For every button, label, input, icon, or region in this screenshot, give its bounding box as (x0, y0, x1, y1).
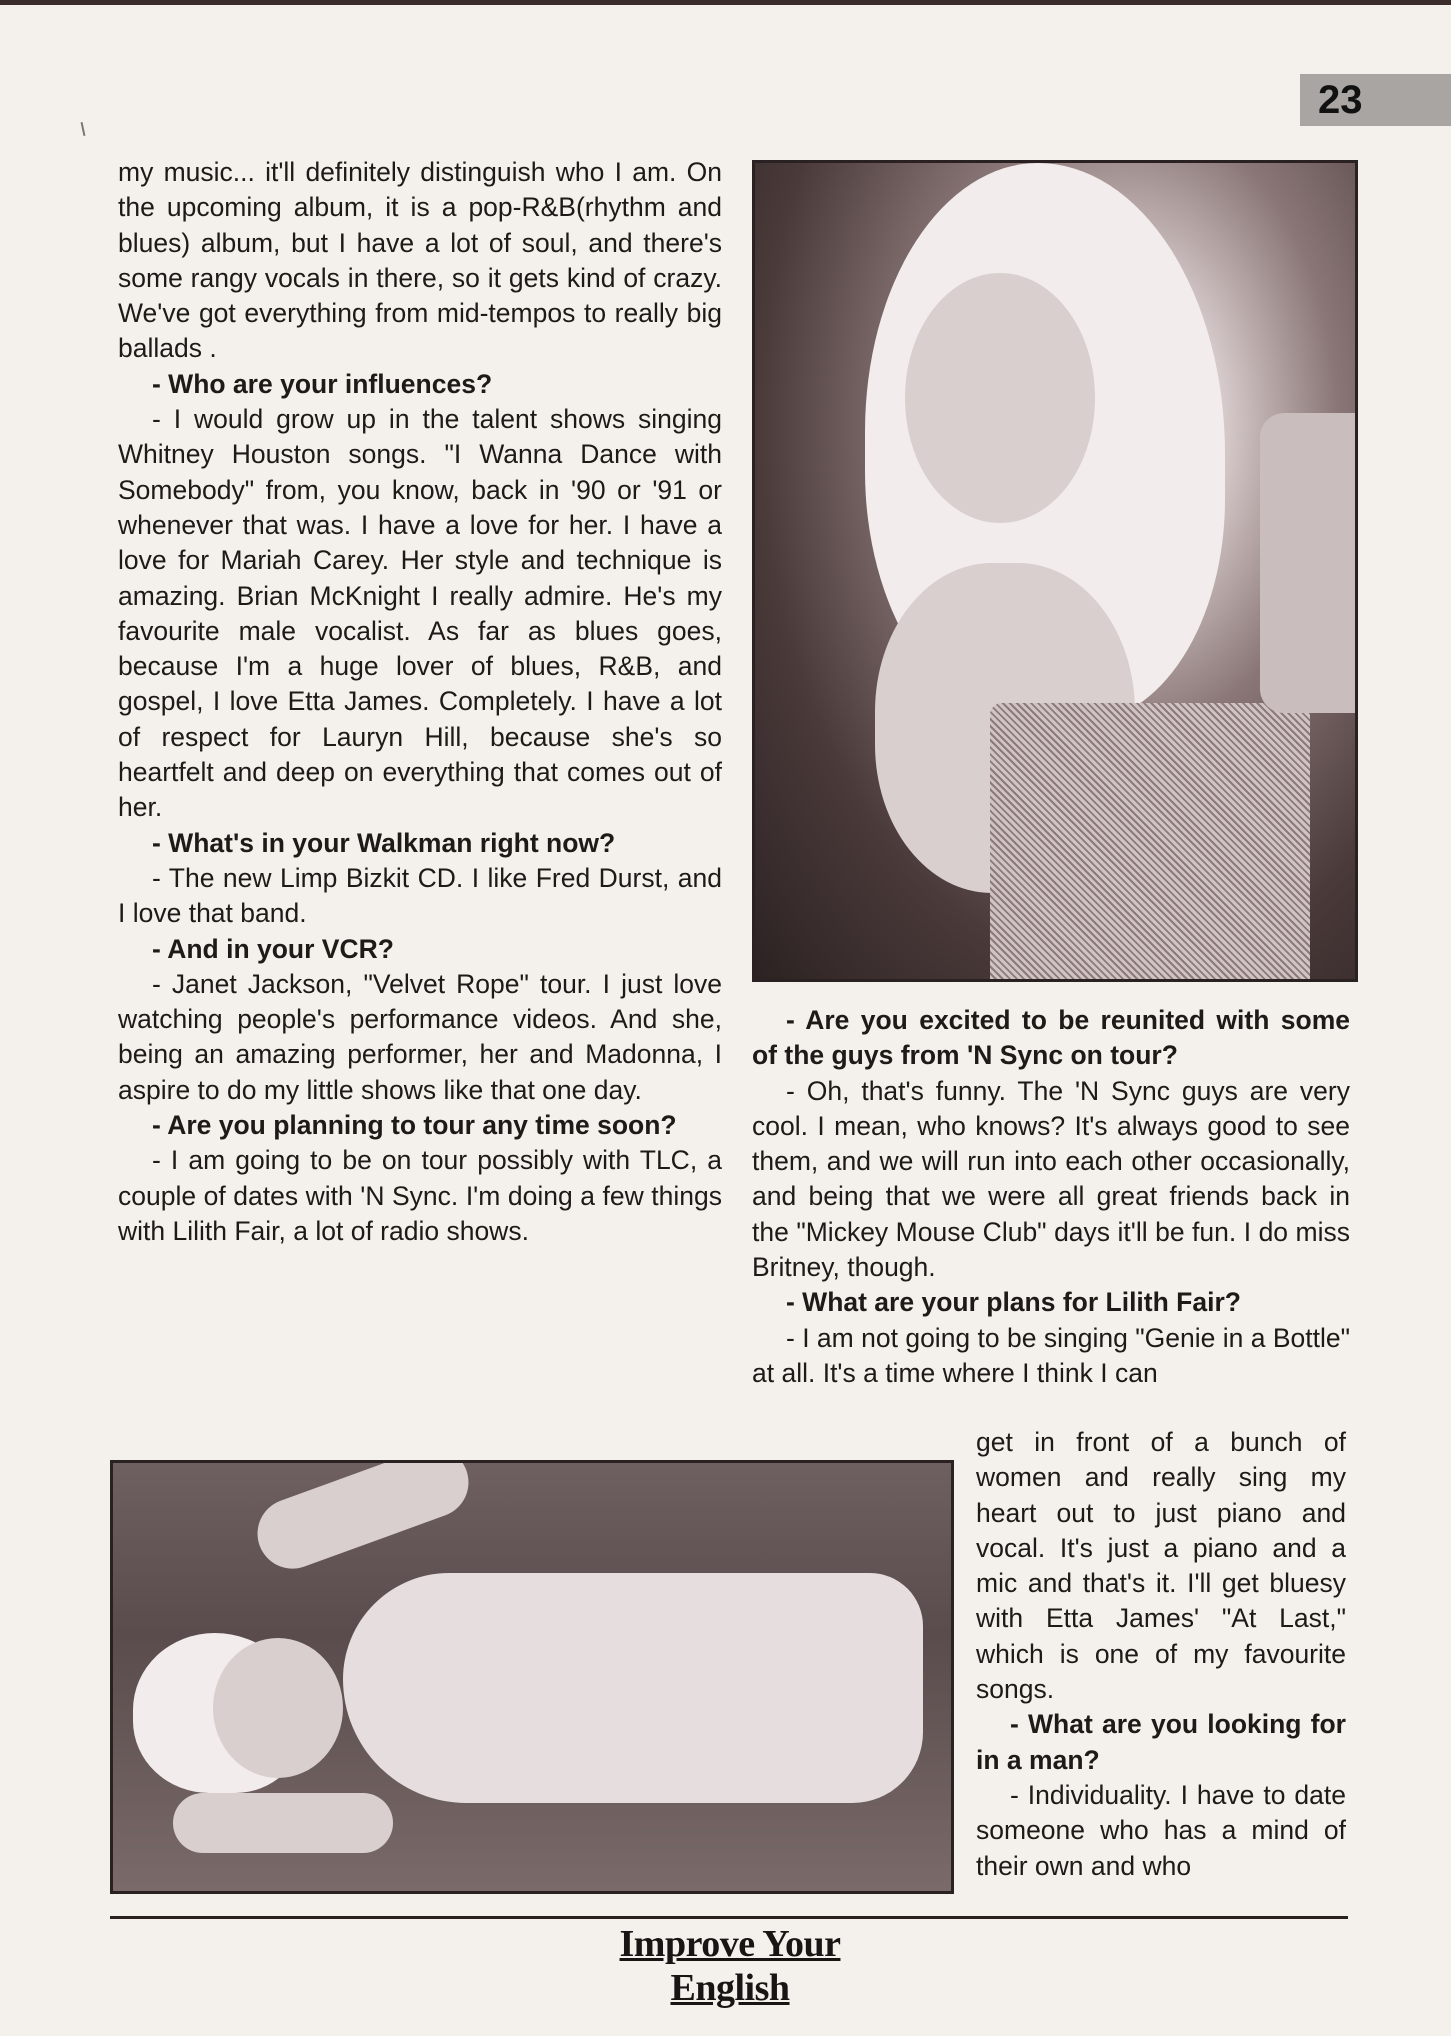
photo-face (905, 273, 1095, 523)
answer: - I am not going to be singing "Genie in a Bottle" at all. It's a time where I think I can (752, 1322, 1350, 1388)
question: - What's in your Walkman right now? (152, 827, 616, 858)
photo-arm (248, 1460, 479, 1579)
photo-dress (990, 703, 1310, 982)
question: - And in your VCR? (152, 933, 394, 964)
question: - Are you excited to be reunited with some of the guys from 'N Sync on tour? (752, 1005, 1350, 1071)
page-number: 23 (1300, 74, 1451, 126)
photo-background-panel (1260, 413, 1358, 713)
photo-body (343, 1573, 923, 1803)
right-column-top (752, 1003, 1350, 1391)
answer: - Oh, that's funny. The 'N Sync guys are very cool. I mean, who knows? It's always good to see them, and we will run into each other occasionally, and being that we were all great friends back in the "Mickey Mouse Club" days it'll be fun. I do miss Britney, though. (752, 1075, 1350, 1283)
paragraph: get in front of a bunch of women and really sing my heart out to just piano and vocal. It's just a piano and a mic and that's it. I'll get bluesy with Etta James' "At Last," which is one of my favourite songs. (976, 1427, 1346, 1705)
question: - Are you planning to tour any time soon? (152, 1110, 677, 1141)
photo-face (213, 1638, 343, 1778)
answer: - I would grow up in the talent shows singing Whitney Houston songs. "I Wanna Dance with Somebody" from, you know, back in '90 or '91 or whenever that was. I have a love for her. I have a love for Mariah Carey. Her style and technique is amazing. Brian McKnight I really admire. He's my favourite male vocalist. As far as blues goes, because I'm a huge lover of blues, R&B, and gospel, I love Etta James. Completely. I have a lot of respect for Lauryn Hill, because she's so heartfelt and deep on everything that comes out of her. (118, 404, 722, 823)
question: - Who are your influences? (152, 368, 493, 399)
top-edge-line (0, 0, 1451, 5)
margin-mark (81, 122, 86, 136)
question: - What are you looking for in a man? (976, 1709, 1346, 1775)
answer: - I am going to be on tour possibly with TLC, a couple of dates with 'N Sync. I'm doing a few things with Lilith Fair, a lot of radio shows. (118, 1145, 722, 1246)
question: - What are your plans for Lilith Fair? (786, 1287, 1241, 1318)
left-column (118, 155, 722, 1249)
answer: - Janet Jackson, "Velvet Rope" tour. I just love watching people's performance videos. And she, being an amazing performer, her and Madonna, I aspire to do my little shows like that one day. (118, 968, 722, 1105)
right-column-narrow (976, 1425, 1346, 1884)
answer: - Individuality. I have to date someone who has a mind of their own and who (976, 1779, 1346, 1881)
footer-rule (110, 1916, 1348, 1919)
photo-hand (173, 1793, 393, 1853)
paragraph: my music... it'll definitely distinguish who I am. On the upcoming album, it is a pop-R&B(rhythm and blues) album, but I have a lot of soul, and there's some rangy vocals in there, so it gets kind of crazy. We've got everything from mid-tempos to really big ballads . (118, 157, 722, 364)
portrait-photo (752, 160, 1358, 982)
footer-title: Improve Your English (619, 1923, 841, 2009)
reclining-photo (110, 1460, 954, 1894)
answer: - The new Limp Bizkit CD. I like Fred Durst, and I love that band. (118, 862, 722, 929)
